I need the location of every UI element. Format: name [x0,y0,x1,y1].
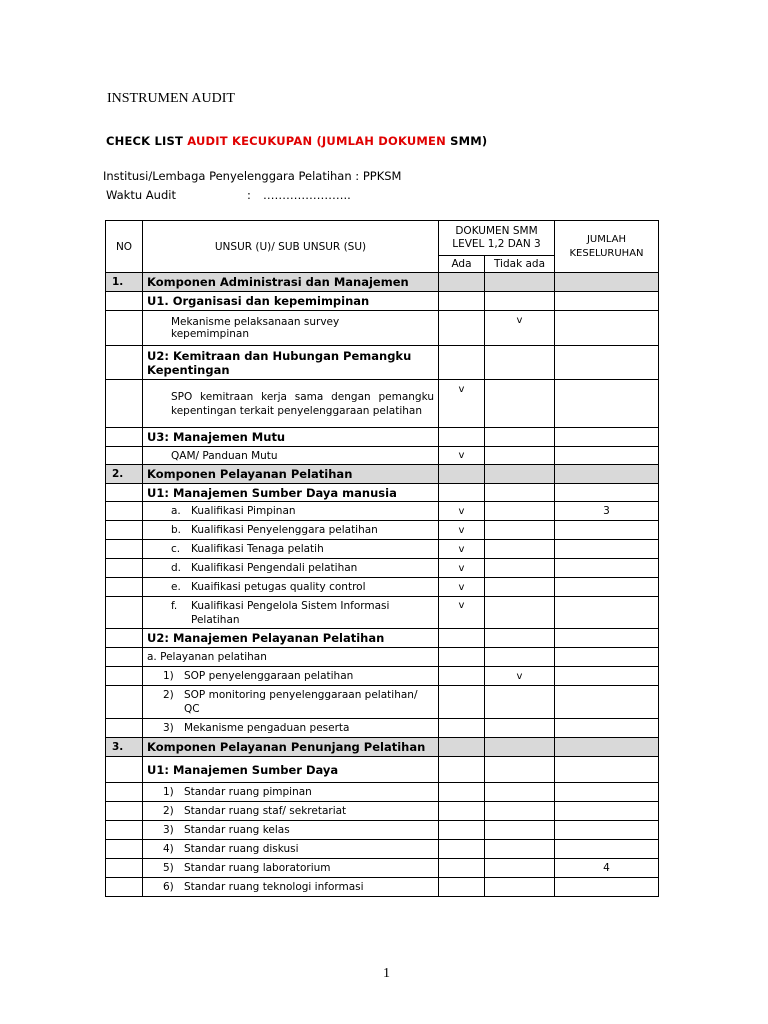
item-label-text: Standar ruang pimpinan [184,786,312,798]
item-text [143,540,439,559]
table-row [106,878,659,897]
component-row-2 [106,465,659,484]
ada-mark: v [439,380,485,428]
jumlah-value: 3 [555,502,659,521]
audit-table [105,220,659,897]
jumlah-value [555,821,659,840]
ada-mark: v [439,521,485,540]
jumlah-value [555,540,659,559]
item-text [143,521,439,540]
item-label: 6) [163,881,174,893]
item-label: b. [171,524,182,536]
page-number: 1 [383,966,390,981]
table-row [106,380,659,428]
item-label-text: Standar ruang laboratorium [184,862,331,874]
table-row [106,578,659,597]
item-label-text: Mekanisme pengaduan peserta [184,722,350,734]
table-row [106,346,659,380]
jumlah-value [555,521,659,540]
item-label-text: Kuaifikasi petugas quality control [191,581,366,593]
audit-time-label: Waktu Audit [106,188,176,202]
component-number: 1. [106,273,143,292]
jumlah-value [555,878,659,897]
item-label: 1) [163,670,174,682]
item-text [143,597,439,629]
item-label-text: Standar ruang diskusi [184,843,299,855]
item-label-text: Standar ruang staf/ sekretariat [184,805,347,817]
jumlah-value: 4 [555,859,659,878]
ada-mark: v [439,559,485,578]
item-label-text: Kualifikasi Penyelenggara pelatihan [191,524,378,536]
component-title: Komponen Pelayanan Pelatihan [143,465,439,484]
unsur-title: U2: Kemitraan dan Hubungan Pemangku Kepentingan [143,346,439,380]
table-row [106,311,659,346]
ada-mark: v [439,597,485,629]
ada-mark: v [439,540,485,559]
item-text [143,559,439,578]
table-row [106,821,659,840]
header-tidak-ada: Tidak ada [485,256,555,273]
item-label-text: SOP penyelenggaraan pelatihan [184,670,354,682]
item-text [143,878,439,897]
component-title: Komponen Pelayanan Penunjang Pelatihan [143,738,439,757]
checklist-heading [106,134,487,148]
table-row [106,559,659,578]
table-row [106,428,659,447]
jumlah-value [555,802,659,821]
item-text [143,667,439,686]
table-row [106,840,659,859]
table-row [106,757,659,783]
item-label-text: SOP monitoring penyelenggaraan pelatihan/ QC [184,689,418,715]
item-text [143,686,439,719]
audit-time-colon: : [247,188,251,202]
jumlah-value [555,559,659,578]
audit-time-value: ………………….. [263,188,351,202]
table-row [106,447,659,465]
table-row [106,802,659,821]
unsur-title: U2: Manajemen Pelayanan Pelatihan [143,629,439,648]
institution-line: Institusi/Lembaga Penyelenggara Pelatihan : PPKSM [103,169,402,183]
item-text [143,502,439,521]
component-row-3 [106,738,659,757]
item-text [143,840,439,859]
unsur-title: U1: Manajemen Sumber Daya [143,757,439,783]
table-row [106,859,659,878]
ada-mark: v [439,578,485,597]
checklist-part3: SMM) [445,134,488,148]
checklist-part1: CHECK LIST [106,134,188,148]
table-row [106,783,659,802]
table-row [106,502,659,521]
jumlah-value [555,840,659,859]
ada-mark: v [439,447,485,465]
item-label: 2) [163,805,174,817]
component-number: 2. [106,465,143,484]
item-text [143,783,439,802]
header-dokumen: DOKUMEN SMM LEVEL 1,2 DAN 3 [439,221,555,256]
item-text [143,859,439,878]
table-row [106,648,659,667]
document-title: INSTRUMEN AUDIT [107,91,235,106]
item-label: 5) [163,862,174,874]
jumlah-value [555,578,659,597]
component-row-1 [106,273,659,292]
item-label: d. [171,562,182,574]
item-label: 4) [163,843,174,855]
tidak-ada-mark: v [485,667,555,686]
jumlah-value [555,783,659,802]
item-label-text: Kualifikasi Tenaga pelatih [191,543,324,555]
item-label-text: Kualifikasi Pimpinan [191,505,296,517]
item-label-text: Standar ruang kelas [184,824,290,836]
item-label: a. [171,505,181,517]
unsur-title: U1. Organisasi dan kepemimpinan [143,292,439,311]
table-row [106,540,659,559]
item-label-text: Kualifikasi Pengendali pelatihan [191,562,358,574]
tidak-ada-mark: v [485,311,555,346]
item-label: 3) [163,824,174,836]
item-text [143,578,439,597]
header-ada: Ada [439,256,485,273]
item-text: SPO kemitraan kerja sama dengan pemangku kepentingan terkait penyelenggaraan pelatihan [143,380,439,428]
item-label: 1) [163,786,174,798]
table-row [106,686,659,719]
table-row [106,597,659,629]
item-text: a. Pelayanan pelatihan [143,648,439,667]
unsur-title: U3: Manajemen Mutu [143,428,439,447]
table-row [106,521,659,540]
header-jumlah: JUMLAH KESELURUHAN [555,221,659,273]
component-title: Komponen Administrasi dan Manajemen [143,273,439,292]
unsur-title: U1: Manajemen Sumber Daya manusia [143,484,439,502]
component-number: 3. [106,738,143,757]
item-label: c. [171,543,181,555]
ada-mark: v [439,502,485,521]
header-unsur: UNSUR (U)/ SUB UNSUR (SU) [143,221,439,273]
item-label: e. [171,581,181,593]
table-row [106,629,659,648]
item-label: 2) [163,689,174,701]
item-label: f. [171,599,178,612]
item-text [143,821,439,840]
item-label-text: Kualifikasi Pengelola Sistem Informasi Pelatihan [191,599,390,626]
table-row [106,484,659,502]
item-label-text: Standar ruang teknologi informasi [184,881,364,893]
header-no: NO [106,221,143,273]
header-row [106,221,659,256]
item-text: QAM/ Panduan Mutu [143,447,439,465]
table-row [106,667,659,686]
audit-time-line [106,188,351,202]
table-row [106,719,659,738]
jumlah-value [555,597,659,629]
tidak-ada-mark [485,686,555,719]
checklist-part2: AUDIT KECUKUPAN (JUMLAH DOKUMEN [187,134,446,148]
tidak-ada-mark [485,719,555,738]
item-text: Mekanisme pelaksanaan survey kepemimpinan [143,311,439,346]
item-label: 3) [163,722,174,734]
item-text [143,719,439,738]
table-row [106,292,659,311]
item-text [143,802,439,821]
